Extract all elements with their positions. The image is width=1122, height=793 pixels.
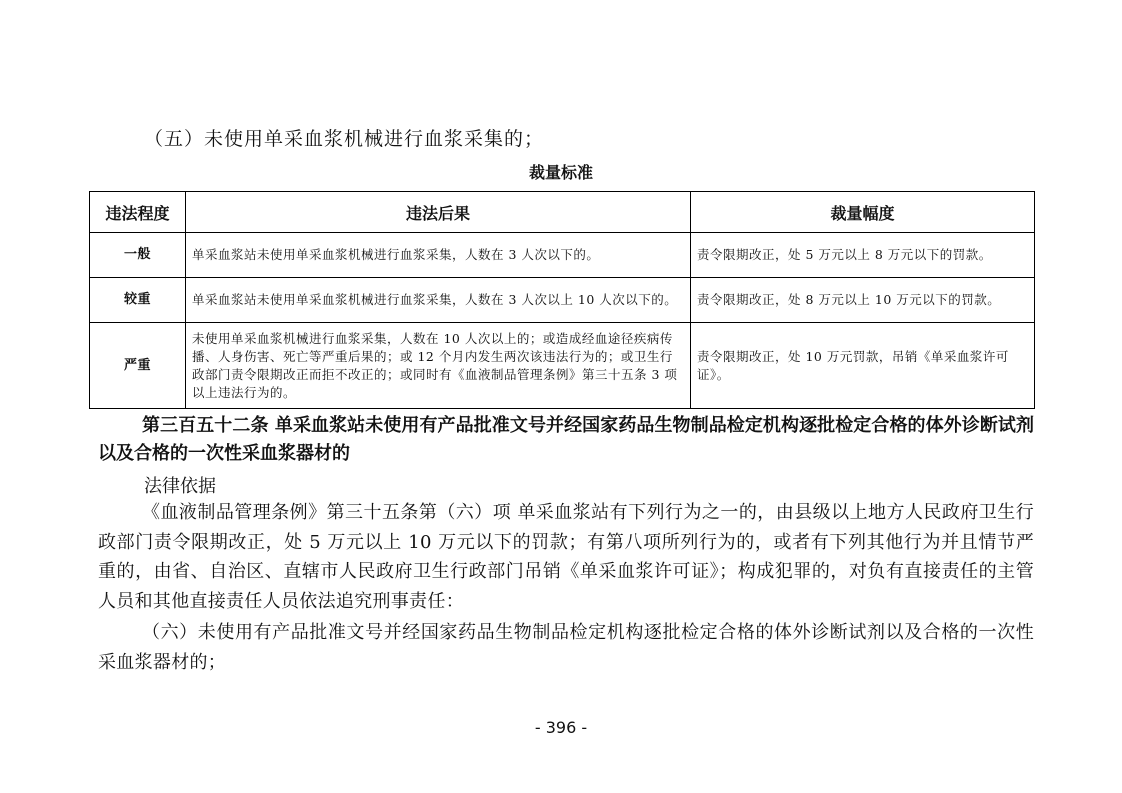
- row-consequence: 未使用单采血浆机械进行血浆采集，人数在 10 人次以上的；或造成经血途径疾病传播、人身伤害、死亡等严重后果的；或 12 个月内发生两次该违法行为的；或卫生行政部门责令限期改正而拒不改正的；或同时有《血液制品管理条例》第三十五条 3 项以上违法行为的。: [186, 323, 691, 409]
- row-consequence: 单采血浆站未使用单采血浆机械进行血浆采集，人数在 3 人次以上 10 人次以下的。: [186, 278, 691, 323]
- row-penalty: 责令限期改正，处 10 万元罚款，吊销《单采血浆许可证》。: [691, 323, 1035, 409]
- legal-basis-label: 法律依据: [144, 476, 216, 497]
- header-degree: 违法程度: [90, 192, 186, 233]
- row-penalty: 责令限期改正，处 5 万元以上 8 万元以下的罚款。: [691, 233, 1035, 278]
- regulation-paragraph: 《血液制品管理条例》第三十五条第（六）项 单采血浆站有下列行为之一的，由县级以上地方人民政府卫生行政部门责令限期改正，处 5 万元以上 10 万元以下的罚款；有第八项所列行为的，或者有下列其他行为并且情节严重的，由省、自治区、直辖市人民政府卫生行政部门吊销《单采血浆许可证》；构成犯罪的，对负有直接责任的主管人员和其他直接责任人员依法追究刑事责任：: [98, 502, 1034, 612]
- page-number: - 396 -: [534, 718, 588, 737]
- row-degree: 一般: [90, 233, 186, 278]
- table-row: [90, 278, 1035, 323]
- article-heading: 第三百五十二条 单采血浆站未使用有产品批准文号并经国家药品生物制品检定机构逐批检定合格的体外诊断试剂以及合格的一次性采血浆器材的: [98, 415, 1034, 464]
- row-degree: 较重: [90, 278, 186, 323]
- discretion-standard-table: [89, 191, 1035, 409]
- header-penalty: 裁量幅度: [691, 192, 1035, 233]
- row-consequence: 单采血浆站未使用单采血浆机械进行血浆采集，人数在 3 人次以下的。: [186, 233, 691, 278]
- table-header-row: [90, 192, 1035, 233]
- row-degree: 严重: [90, 323, 186, 409]
- intro-line: （五）未使用单采血浆机械进行血浆采集的；: [144, 128, 545, 150]
- regulation-item-paragraph: （六）未使用有产品批准文号并经国家药品生物制品检定机构逐批检定合格的体外诊断试剂以及合格的一次性采血浆器材的；: [98, 622, 1034, 673]
- table-row: [90, 323, 1035, 409]
- table-row: [90, 233, 1035, 278]
- header-consequence: 违法后果: [186, 192, 691, 233]
- row-penalty: 责令限期改正，处 8 万元以上 10 万元以下的罚款。: [691, 278, 1035, 323]
- table-title: 裁量标准: [528, 163, 593, 182]
